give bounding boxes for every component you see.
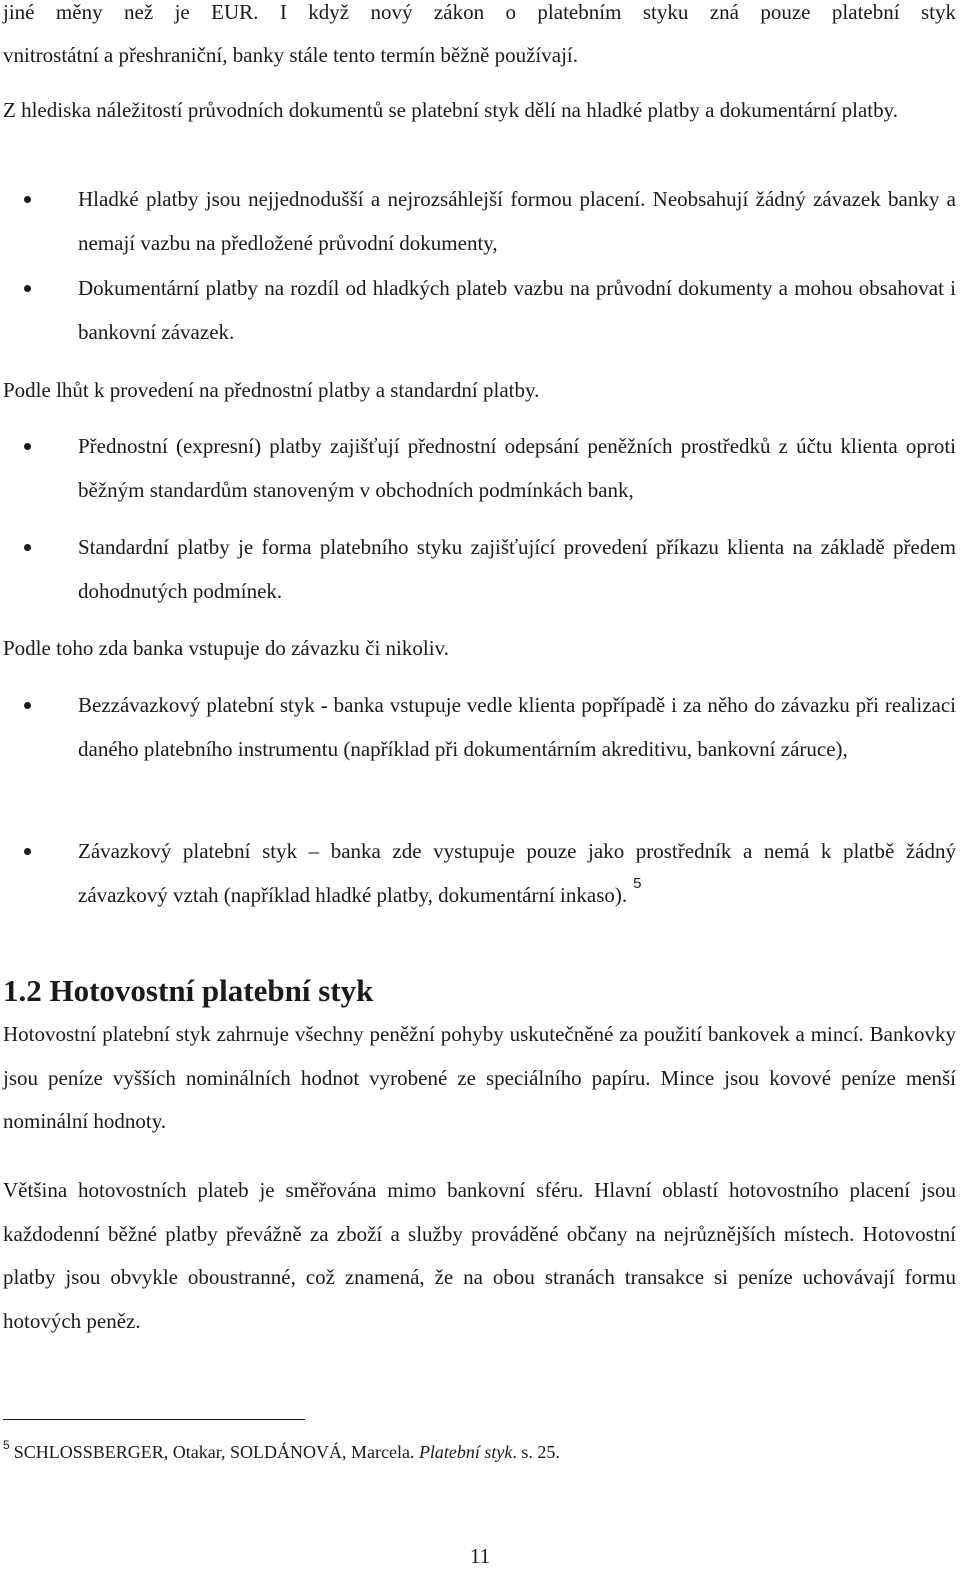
- paragraph-deadline: Podle lhůt k provedení na přednostní platby a standardní platby.: [3, 378, 540, 402]
- footnote-title: Platební styk: [418, 1442, 513, 1462]
- bullet-text-content: Závazkový platební styk – banka zde vystupuje pouze jako prostředník a nemá k platbě žádný závazkový vztah (například hladké platby, dokumentární inkaso).: [78, 839, 956, 907]
- top-line-2: vnitrostátní a přeshraniční, banky stále tento termín běžně používají.: [3, 43, 578, 67]
- bullet-text: [78, 830, 956, 917]
- bullet-text: Dokumentární platby na rozdíl od hladkých plateb vazbu na průvodní dokumenty a mohou obsahovat i bankovní závazek.: [78, 276, 956, 344]
- footnote-authors: SCHLOSSBERGER, Otakar, SOLDÁNOVÁ, Marcela.: [13, 1442, 415, 1462]
- bullet-icon: [24, 443, 31, 450]
- paragraph-cash-1: Hotovostní platební styk zahrnuje všechny peněžní pohyby uskutečněné za použití bankovek a mincí. Bankovky jsou peníze vyšších nominálních hodnot vyrobené ze speciálního papíru. Mince jsou kovové peníze menší nominální hodnoty.: [3, 1022, 956, 1133]
- bullet-icon: [24, 544, 31, 551]
- footnote-reference[interactable]: 5: [633, 874, 642, 892]
- bullet-icon: [24, 702, 31, 709]
- bullet-text: Přednostní (expresní) platby zajišťují přednostní odepsání peněžních prostředků z účtu klienta oproti běžným standardům stanoveným v obchodních podmínkách bank,: [78, 434, 956, 502]
- bullet-text: Standardní platby je forma platebního styku zajišťující provedení příkazu klienta na základě předem dohodnutých podmínek.: [78, 535, 956, 603]
- bullet-icon: [24, 285, 31, 292]
- paragraph-cash-2: Většina hotovostních plateb je směřována mimo bankovní sféru. Hlavní oblastí hotovostního placení jsou každodenní běžné platby převážně za zboží a služby prováděné občany na nejrůznějších místech. Hotovostní platby jsou obvykle oboustranné, což znamená, že na obou stranách transakce si peníze uchovávají formu hotových peněz.: [3, 1178, 956, 1333]
- bullet-icon: [24, 848, 31, 855]
- bullet-text: Hladké platby jsou nejjednodušší a nejrozsáhlejší formou placení. Neobsahují žádný závazek banky a nemají vazbu na předložené průvodní dokumenty,: [78, 187, 956, 255]
- top-line-1: jiné měny než je EUR. I když nový zákon o platebním styku zná pouze platební styk: [3, 0, 956, 24]
- section-heading: 1.2 Hotovostní platební styk: [3, 972, 374, 1008]
- footnote-mark: 5: [3, 1438, 10, 1452]
- footnote-divider: [3, 1419, 305, 1420]
- footnote-pages: . s. 25.: [512, 1442, 560, 1462]
- page-number: 11: [469, 1544, 491, 1568]
- paragraph-document-split: Z hlediska náležitostí průvodních dokumentů se platební styk dělí na hladké platby a dokumentární platby.: [3, 98, 899, 122]
- bullet-icon: [24, 196, 31, 203]
- bullet-text: Bezzávazkový platební styk - banka vstupuje vedle klienta popřípadě i za něho do závazku při realizaci daného platebního instrumentu (například při dokumentárním akreditivu, bankovní záruce),: [78, 693, 956, 761]
- paragraph-obligation: Podle toho zda banka vstupuje do závazku či nikoliv.: [3, 636, 449, 660]
- footnote: [3, 1430, 560, 1467]
